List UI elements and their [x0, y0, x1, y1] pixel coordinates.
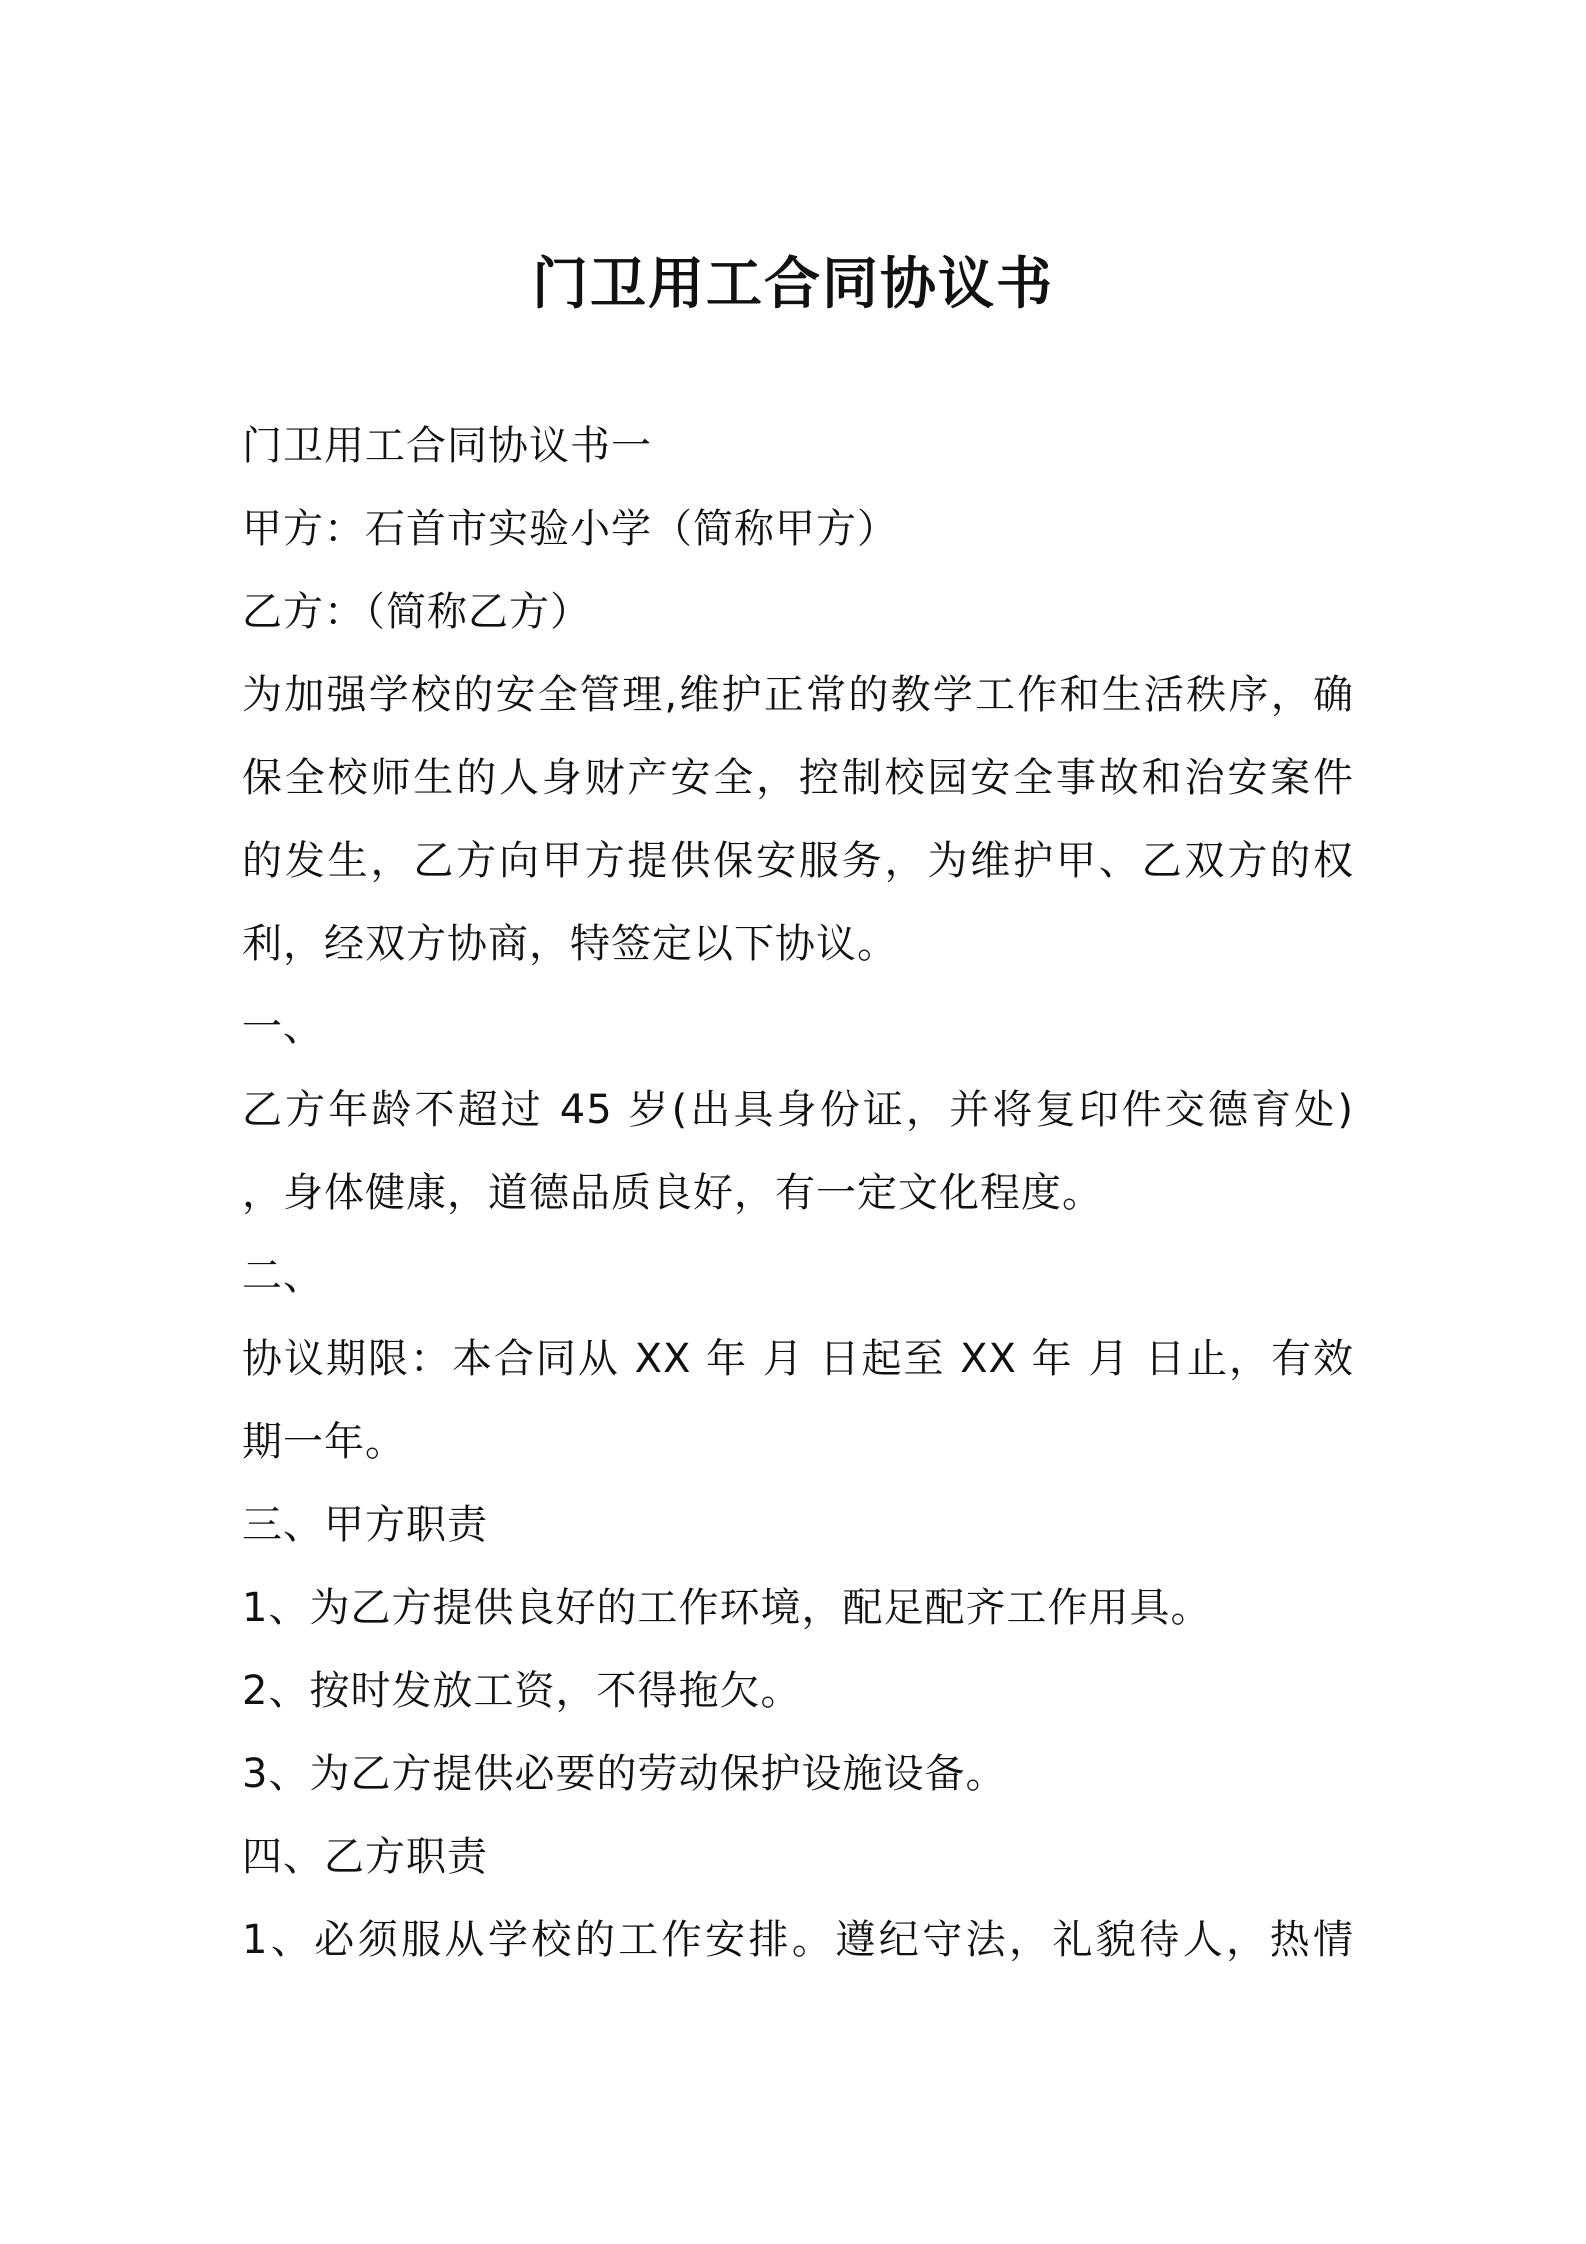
clause-heading: 三、甲方职责: [242, 1502, 488, 1548]
document-body: [242, 405, 1354, 1982]
document-title: 门卫用工合同协议书: [532, 252, 1054, 317]
paragraph-line: 期一年。: [242, 1419, 406, 1465]
clause-number: 二、: [242, 1253, 324, 1299]
clause-heading: 四、乙方职责: [242, 1834, 488, 1880]
paragraph-line: 利，经双方协商，特签定以下协议。: [242, 921, 898, 967]
party-b-line: 乙方：（简称乙方）: [242, 589, 591, 635]
list-item: 1、必须服从学校的工作安排。遵纪守法，礼貌待人，热情: [242, 1917, 1354, 1963]
list-item: 3、为乙方提供必要的劳动保护设施设备。: [242, 1751, 1007, 1797]
clause-number: 一、: [242, 1004, 324, 1050]
list-item: 1、为乙方提供良好的工作环境，配足配齐工作用具。: [242, 1585, 1212, 1631]
paragraph-line: 保全校师生的人身财产安全，控制校园安全事故和治安案件: [242, 755, 1354, 801]
paragraph-line: 的发生，乙方向甲方提供保安服务，为维护甲、乙双方的权: [242, 838, 1354, 884]
paragraph-line: 为加强学校的安全管理,维护正常的教学工作和生活秩序，确: [242, 672, 1354, 718]
paragraph-line: 乙方年龄不超过 45 岁(出具身份证，并将复印件交德育处): [242, 1087, 1354, 1133]
list-item: 2、按时发放工资，不得拖欠。: [242, 1668, 802, 1714]
section-heading: 门卫用工合同协议书一: [242, 423, 652, 469]
paragraph-line: ，身体健康，道德品质良好，有一定文化程度。: [242, 1170, 1103, 1216]
paragraph-line: 协议期限：本合同从 XX 年 月 日起至 XX 年 月 日止，有效: [242, 1336, 1354, 1382]
party-a-line: 甲方：石首市实验小学（简称甲方）: [242, 506, 898, 552]
